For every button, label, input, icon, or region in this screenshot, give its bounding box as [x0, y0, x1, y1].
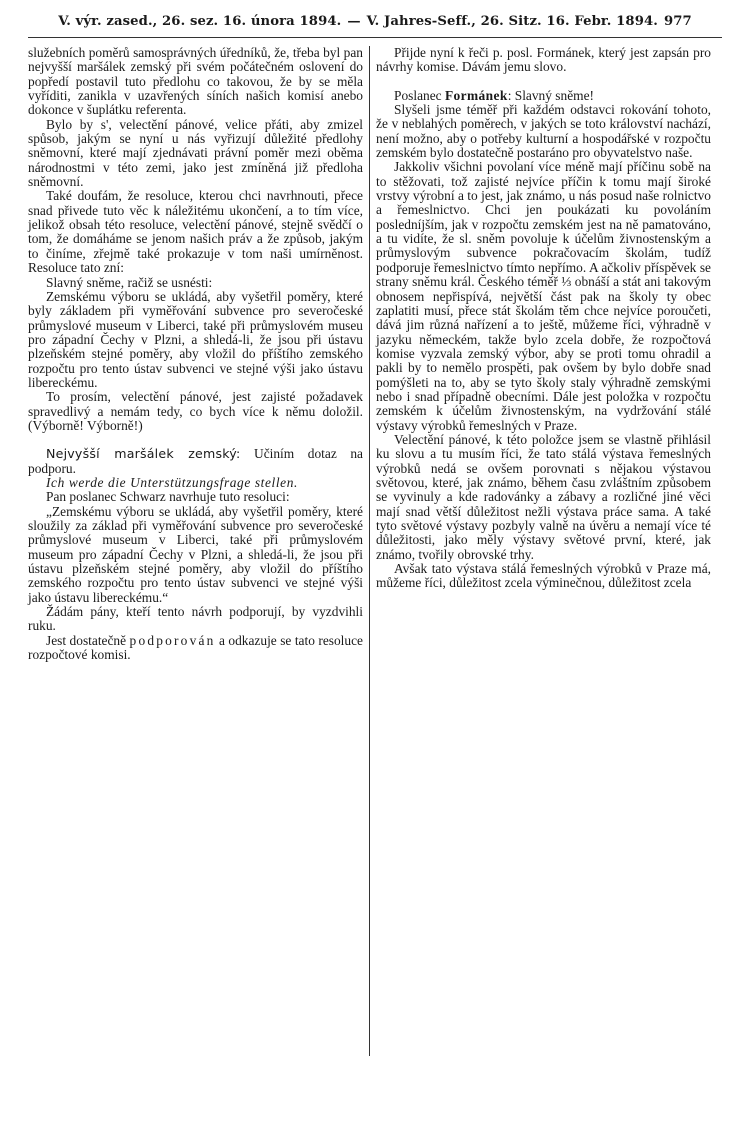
paragraph: To prosím, velectění pánové, jest zajisté požadavek spravedlivý a nemám tedy, co bych více k němu doložil. (Výborně! Výborně!): [28, 389, 363, 433]
speaker-name: Nejvyšší maršálek zemský:: [46, 446, 241, 462]
text-part: a odkazuje se tato resoluce rozpočtové komisi.: [28, 632, 363, 663]
paragraph: Avšak tato výstava stálá řemeslných výrobků v Praze má, můžeme říci, důležitost zcela výminečnou, důležitost zcela: [376, 561, 711, 591]
paragraph: Pan poslanec Schwarz navrhuje tuto resoluci:: [46, 489, 290, 505]
paragraph: [28, 634, 363, 663]
paragraph: Bylo by s', velectění pánové, velice přáti, aby zmizel spůsob, jakým se nyní u nás vyřizují důležité předlohy sněmovní, které mají zjednávati právní poměr mezi oběma národnostmi v této zemi, jako jest zmíněná již předloha sněmovní.: [28, 116, 363, 190]
page-number: 977: [663, 14, 692, 29]
german-line: Ich werde die Unterstützungsfrage stellen.: [46, 474, 298, 490]
header-separator: —: [347, 14, 361, 29]
speaker-paragraph: [376, 89, 711, 103]
speaker-text: : Slavný sněme!: [507, 87, 594, 103]
quoted-resolution: „Zemskému výboru se ukládá, aby vyšetřil poměry, které sloužily za základ při vyměřování subvence pro severočeské průmyslové museum v Liberci, také při průmyslovém museum pro západní Čechy v Plzni, a shledá-li, že jsou při ústavu plzeňském stejné poměry, aby vložil do příštího zemského rozpočtu pro tento ústav subvenci ve stejné výši jako ústavu libereckému.“: [28, 503, 363, 605]
header-rule: [28, 37, 722, 38]
column-divider: [369, 46, 370, 1056]
resolution-text: Zemskému výboru se ukládá, aby vyšetřil poměry, které byly základem při vyměřování subvence pro severočeské průmyslové museum v Liberci, také při průmyslovém museu pro západní Čechy v Plzni, a shledá-li, že jsou při ústavu plzeňském stejné poměry, aby vložil do příštího zemského rozpočtu pro tento ústav subvenci ve stejné výši jako ústavu libereckému.: [28, 288, 363, 390]
speaker-prefix: Poslanec: [394, 87, 442, 103]
paragraph: Žádám pány, kteří tento návrh podporují, by vyzdvihli ruku.: [28, 604, 363, 634]
emphasis-text: podporován: [129, 632, 216, 648]
document-page: [28, 0, 722, 1121]
paragraph: Slavný sněme, račiž se usnésti:: [46, 274, 213, 290]
speaker-paragraph: [28, 447, 363, 476]
header-czech: V. výr. zased., 26. sez. 16. února 1894.: [58, 14, 342, 29]
paragraph: Slyšeli jsme téměř při každém odstavci rokování tohoto, že v neblahých poměrech, v jakých se toto království nachází, není možno, aby o potřeby kulturní a hospodářské v rozpočtu zemském bylo dostatečně postaráno pro obyvatelstvo naše.: [376, 102, 711, 161]
paragraph: Jakkoliv všichni povolaní více méně mají příčinu sobě na to stěžovati, tož zajisté nejvíce příčin k tomu mají široké vrstvy výrobní a to jest, jak známo, u nás posud naše rolnictvo a řemeslnictvo. Chci jen poukázati ku povoláním posledníjším, jak v rozpočtu zemském jest na ně pamatováno, a tu vidíte, že sl. sněm povoluje k účelům živnostenským a průmyslovým subvence pokračovacím školám, tudíž podporuje řemeslnictvo tímto nepřímo. A ačkoliv příspěvek se strany sněmu král. Českého téměř ⅓ obnáší a stát ani takovým obnosem nepřispívá, největší část pak na školy ty obec zaplatiti musí, přece stát školám těm chce nejvíce poroučeti, dává jim různá nařízení a to ještě, můžeme říci, výhradně v jazyku německém, takže bylo zcela dobře, že rozpočtová komise vyzvala zemský výbor, aby se proti tomu ohradil a pakli by to nemělo prospěti, pak ovšem by bylo dobře snad pomýšleti na to, aby se tyto školy staly výhradně zemskými nebo i snad případně obecními. Dále jest položka v rozpočtu zemském k účelům živnostenským, na vydržování stálé výstavy výrobků řemeslných v Praze.: [376, 159, 711, 433]
text-part: Jest dostatečně: [46, 632, 127, 648]
paragraph: Velectění pánové, k této položce jsem se vlastně přihlásil ku slovu a tu musím říci, že tato stálá výstava řemeslných výrobků nedá se ovšem porovnati s nějakou výstavou světovou, které, jak známo, během času zvláštním způsobem se vyvinuly a kde radovánky a zábavy a rozličné jiné věci mají snad větší důležitost nežli výstava práce sama. A také tyto světové výstavy pozbyly valně na úvěru a nemají více té důležitosti, jako měly výstavy světové první, které, jak známo, tvořily obrovské trhy.: [376, 431, 711, 562]
paragraph: Také doufám, že resoluce, kterou chci navrhnouti, přece snad přivede tuto věc k náležitému ukončení, a to tím více, jelikož obsah této resoluce, velectění pánové, stejně svědčí o tom, že domáháme se jenom našich práv a že způsob, jakým to činíme, zřejmě také prokazuje v tom naši umírněnost. Resoluce tato zní:: [28, 188, 363, 276]
speaker-name: Formánek: [444, 87, 508, 103]
header-german: V. Jahres-Seff., 26. Sitz. 16. Febr. 1894.: [366, 14, 658, 29]
right-column: [376, 46, 711, 591]
speaker-text: Učiním dotaz na podporu.: [28, 446, 363, 476]
paragraph: Přijde nyní k řeči p. posl. Formánek, který jest zapsán pro návrhy komise. Dávám jemu slovo.: [376, 45, 711, 75]
left-column: [28, 46, 363, 662]
running-header: [28, 14, 722, 36]
paragraph: služebních poměrů samosprávných úředníků, že, třeba byl pan nejvyšší maršálek zemský při svém počátečném oslovení do popředí postavil tuto předlohu co takovou, že by se měla vyříditi, zanikla v uzavřených síních našich komisí anebo dokonce v šuplátku referenta.: [28, 45, 363, 118]
